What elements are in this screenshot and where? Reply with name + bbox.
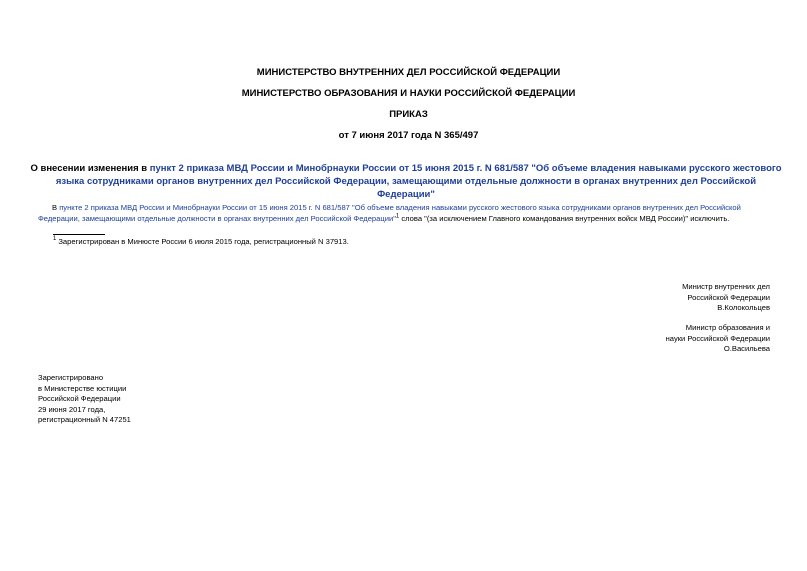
footnote-number: 1 (53, 236, 57, 243)
registration-block (38, 373, 131, 426)
title-prefix: О внесении изменения в (30, 163, 150, 174)
signature-line: Российской Федерации (687, 292, 770, 302)
signature-line: Министр образования и (685, 323, 770, 332)
document-date-number: от 7 июня 2017 года N 365/497 (338, 130, 479, 141)
document-type-heading: ПРИКАЗ (389, 109, 428, 120)
signature-education-minister (666, 323, 770, 355)
registration-line: Российской Федерации (38, 394, 121, 403)
ministry-education-heading: МИНИСТЕРСТВО ОБРАЗОВАНИЯ И НАУКИ РОССИЙСКОЙ ФЕДЕРАЦИИ (241, 88, 576, 99)
signature-name: О.Васильева (723, 344, 770, 353)
registration-line: Зарегистрировано (38, 373, 104, 382)
title-link[interactable]: пункт 2 приказа МВД России и Минобрнауки России от 15 июня 2015 г. N 681/587 "Об объеме владения навыками русского жестового языка сотрудниками органов внутренних дел Российской Федерации, замещающими отдельные должности в органах внутренних дел Российской Федерации" (55, 163, 782, 200)
body-link[interactable]: пункте 2 приказа МВД России и Минобрнауки России от 15 июня 2015 г. N 681/587 "Об объеме владения навыками русского жестового языка сотрудниками органов внутренних дел Российской Федерации, замещающими отдельные должности в органах внутренних дел Российской Федерации" (38, 203, 741, 223)
document-title (30, 162, 782, 201)
registration-line: регистрационный N 47251 (38, 415, 131, 424)
body-prefix: В (52, 203, 60, 212)
signature-line: науки Российской Федерации (665, 333, 770, 343)
ministry-interior-heading: МИНИСТЕРСТВО ВНУТРЕННИХ ДЕЛ РОССИЙСКОЙ ФЕДЕРАЦИИ (256, 67, 561, 78)
signature-interior-minister (682, 282, 770, 314)
registration-line: 29 июня 2017 года, (38, 404, 106, 414)
signature-name: В.Колокольцев (717, 303, 770, 312)
footnote-text: Зарегистрирован в Минюсте России 6 июля 2015 года, регистрационный N 37913. (58, 237, 349, 246)
registration-line: в Министерстве юстиции (38, 383, 127, 393)
footnote-reference[interactable]: 1 (395, 212, 400, 219)
footnote-divider (53, 234, 105, 235)
body-suffix: слова "(за исключением Главного командования внутренних войск МВД России)" исключить. (399, 213, 730, 223)
signature-line: Министр внутренних дел (682, 282, 770, 291)
body-paragraph (38, 203, 776, 224)
footnote (53, 237, 349, 247)
